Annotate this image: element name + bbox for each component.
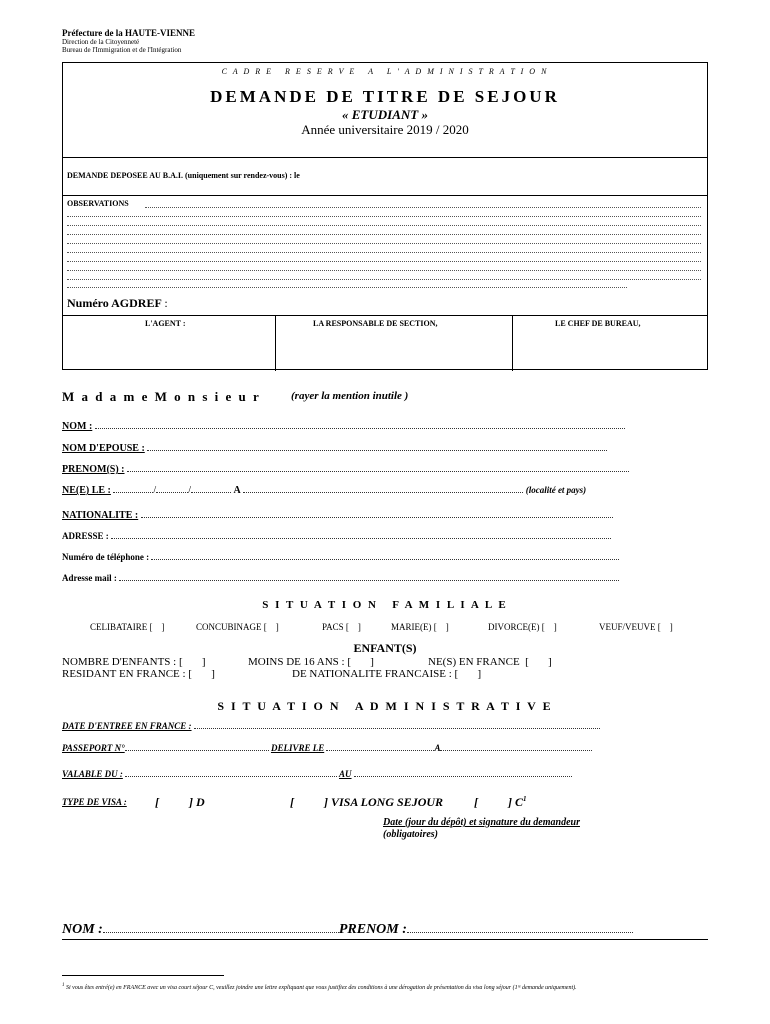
chef-signature-label: LE CHEF DE BUREAU, <box>555 319 641 328</box>
moins-16-ans[interactable]: MOINS DE 16 ANS : [ ] <box>248 656 374 668</box>
nombre-enfants[interactable]: NOMBRE D'ENFANTS : [ ] <box>62 656 206 668</box>
deposit-line: DEMANDE DEPOSEE AU B.A.I. (uniquement sur rendez-vous) : le <box>67 171 300 180</box>
observation-line[interactable] <box>67 225 701 226</box>
form-title: DEMANDE DE TITRE DE SEJOUR <box>210 87 560 106</box>
date-entree-field[interactable] <box>194 719 600 729</box>
nom-row <box>62 419 625 432</box>
mail-field[interactable] <box>119 571 619 581</box>
option-pacs[interactable]: PACS [ ] <box>322 622 361 632</box>
birth-day-field[interactable] <box>113 483 153 493</box>
localite-hint: (localité et pays) <box>525 485 587 495</box>
type-visa-label: TYPE DE VISA : <box>62 797 127 807</box>
adresse-row <box>62 529 611 541</box>
prenoms-row <box>62 462 629 475</box>
nom-epouse-row <box>62 441 607 454</box>
observation-line[interactable] <box>67 270 701 271</box>
observation-line[interactable] <box>67 234 701 235</box>
visa-d-checkbox[interactable]: [ ] D <box>155 795 205 809</box>
observations-label: OBSERVATIONS <box>67 199 129 208</box>
observation-line[interactable] <box>67 252 701 253</box>
form-subtitle: « ETUDIANT » <box>342 107 428 122</box>
passeport-row: PASSEPORT N° DELIVRE LE A <box>62 741 592 753</box>
divider <box>63 157 707 158</box>
nationalite-field[interactable] <box>141 508 613 518</box>
nom-epouse-field[interactable] <box>147 441 607 451</box>
agdref-label: Numéro AGDREF : <box>67 296 168 310</box>
responsable-signature-label: LA RESPONSABLE DE SECTION, <box>313 319 438 328</box>
birth-month-field[interactable] <box>156 483 188 493</box>
delivre-le-field[interactable] <box>326 741 434 751</box>
delivre-a-field[interactable] <box>440 741 592 751</box>
nom-epouse-label: NOM D'EPOUSE : <box>62 443 145 454</box>
date-entree-row <box>62 719 600 731</box>
civility-note: (rayer la mention inutile ) <box>291 390 409 402</box>
delivre-le-label: DELIVRE LE <box>270 743 325 753</box>
bureau-name: Bureau de l'Immigration et de l'Intégration <box>62 46 182 54</box>
footer-rule <box>62 939 708 940</box>
signature-obligatoire: (obligatoires) <box>383 829 438 840</box>
birth-place-field[interactable] <box>243 483 523 493</box>
telephone-field[interactable] <box>151 550 619 560</box>
footer-prenom-label: PRENOM : <box>338 922 407 937</box>
situation-administrative-title: S I T U A T I O N A D M I N I S T R A T I V E <box>217 699 553 713</box>
birth-row: NE(E) LE : / / A (localité et pays) <box>62 485 587 496</box>
telephone-row <box>62 550 619 562</box>
valable-du-label: VALABLE DU : <box>62 769 123 779</box>
footnote-ref: 1 <box>523 795 527 803</box>
nom-field[interactable] <box>95 419 625 429</box>
divider <box>63 315 707 316</box>
valable-du-field[interactable] <box>125 767 337 777</box>
birth-place-label: A <box>233 485 241 496</box>
visa-long-sejour-checkbox[interactable]: [ ] VISA LONG SEJOUR <box>290 795 444 809</box>
observation-line[interactable] <box>67 243 701 244</box>
civility-label[interactable]: M a d a m e M o n s i e u r <box>62 389 261 404</box>
telephone-label: Numéro de téléphone : <box>62 552 150 562</box>
observation-line[interactable] <box>67 287 627 288</box>
visa-c-checkbox[interactable]: [ ] $C^1$ <box>474 795 527 809</box>
residant-en-france[interactable]: RESIDANT EN FRANCE : [ ] <box>62 668 215 680</box>
observation-line[interactable] <box>67 216 701 217</box>
date-entree-label: DATE D'ENTREE EN FRANCE : <box>62 721 192 731</box>
ne-le-label: NE(E) LE : <box>62 485 111 496</box>
passeport-label: PASSEPORT N° <box>62 743 125 753</box>
nationalite-francaise[interactable]: DE NATIONALITE FRANCAISE : [ ] <box>292 668 482 680</box>
option-veuf[interactable]: VEUF/VEUVE [ ] <box>599 622 673 632</box>
nom-label: NOM : <box>62 421 93 432</box>
observation-line[interactable] <box>67 279 701 280</box>
mail-row <box>62 571 619 583</box>
passeport-number-field[interactable] <box>125 741 269 751</box>
nes-en-france[interactable]: NE(S) EN FRANCE [ ] <box>428 656 552 668</box>
option-concubinage[interactable]: CONCUBINAGE [ ] <box>196 622 279 632</box>
prenoms-label: PRENOM(S) : <box>62 464 125 475</box>
academic-year: Année universitaire 2019 / 2020 <box>301 122 469 137</box>
prenoms-field[interactable] <box>127 462 629 472</box>
option-marie[interactable]: MARIE(E) [ ] <box>391 622 449 632</box>
valable-row <box>62 767 572 779</box>
prefecture-name: Préfecture de la HAUTE-VIENNE <box>62 28 196 38</box>
footnote-separator <box>62 975 224 976</box>
agent-signature-label: L'AGENT : <box>145 319 186 328</box>
footer-nom-field[interactable] <box>103 920 339 933</box>
birth-year-field[interactable] <box>191 483 231 493</box>
observation-line[interactable] <box>145 207 701 208</box>
reserved-admin-label: C A D R E R E S E R V E A L ' A D M I N I S T R A T I O N <box>221 67 549 76</box>
footnote: $^1$ Si vous êtes entré(e) en FRANCE avec un visa court séjour C, veuillez joindre une lettre expliquant que vous justifiez des conditions à une dérogation de présentation du visa long séjour (1ʳᵉ demande uniquement). <box>62 983 577 991</box>
mail-label: Adresse mail : <box>62 573 117 583</box>
divider <box>63 195 707 196</box>
adresse-label: ADRESSE : <box>62 531 109 541</box>
nationalite-row <box>62 508 613 521</box>
observation-line[interactable] <box>67 261 701 262</box>
option-celibataire[interactable]: CELIBATAIRE [ ] <box>90 622 165 632</box>
adresse-field[interactable] <box>111 529 611 539</box>
nationalite-label: NATIONALITE : <box>62 510 139 521</box>
situation-familiale-title: S I T U A T I O N F A M I L I A L E <box>262 599 508 611</box>
column-divider <box>512 315 513 371</box>
footer-nom-label: NOM : <box>62 922 103 937</box>
enfants-title: ENFANT(S) <box>353 641 417 655</box>
administration-box <box>62 62 708 370</box>
footer-prenom-field[interactable] <box>407 920 633 933</box>
valable-au-field[interactable] <box>354 767 572 777</box>
column-divider <box>275 315 276 371</box>
option-divorce[interactable]: DIVORCE(E) [ ] <box>488 622 557 632</box>
au-label: AU <box>339 769 352 779</box>
footer-name-row <box>62 920 633 938</box>
direction-name: Direction de la Citoyenneté <box>62 38 140 46</box>
signature-caption: Date (jour du dépôt) et signature du demandeur <box>383 817 580 828</box>
